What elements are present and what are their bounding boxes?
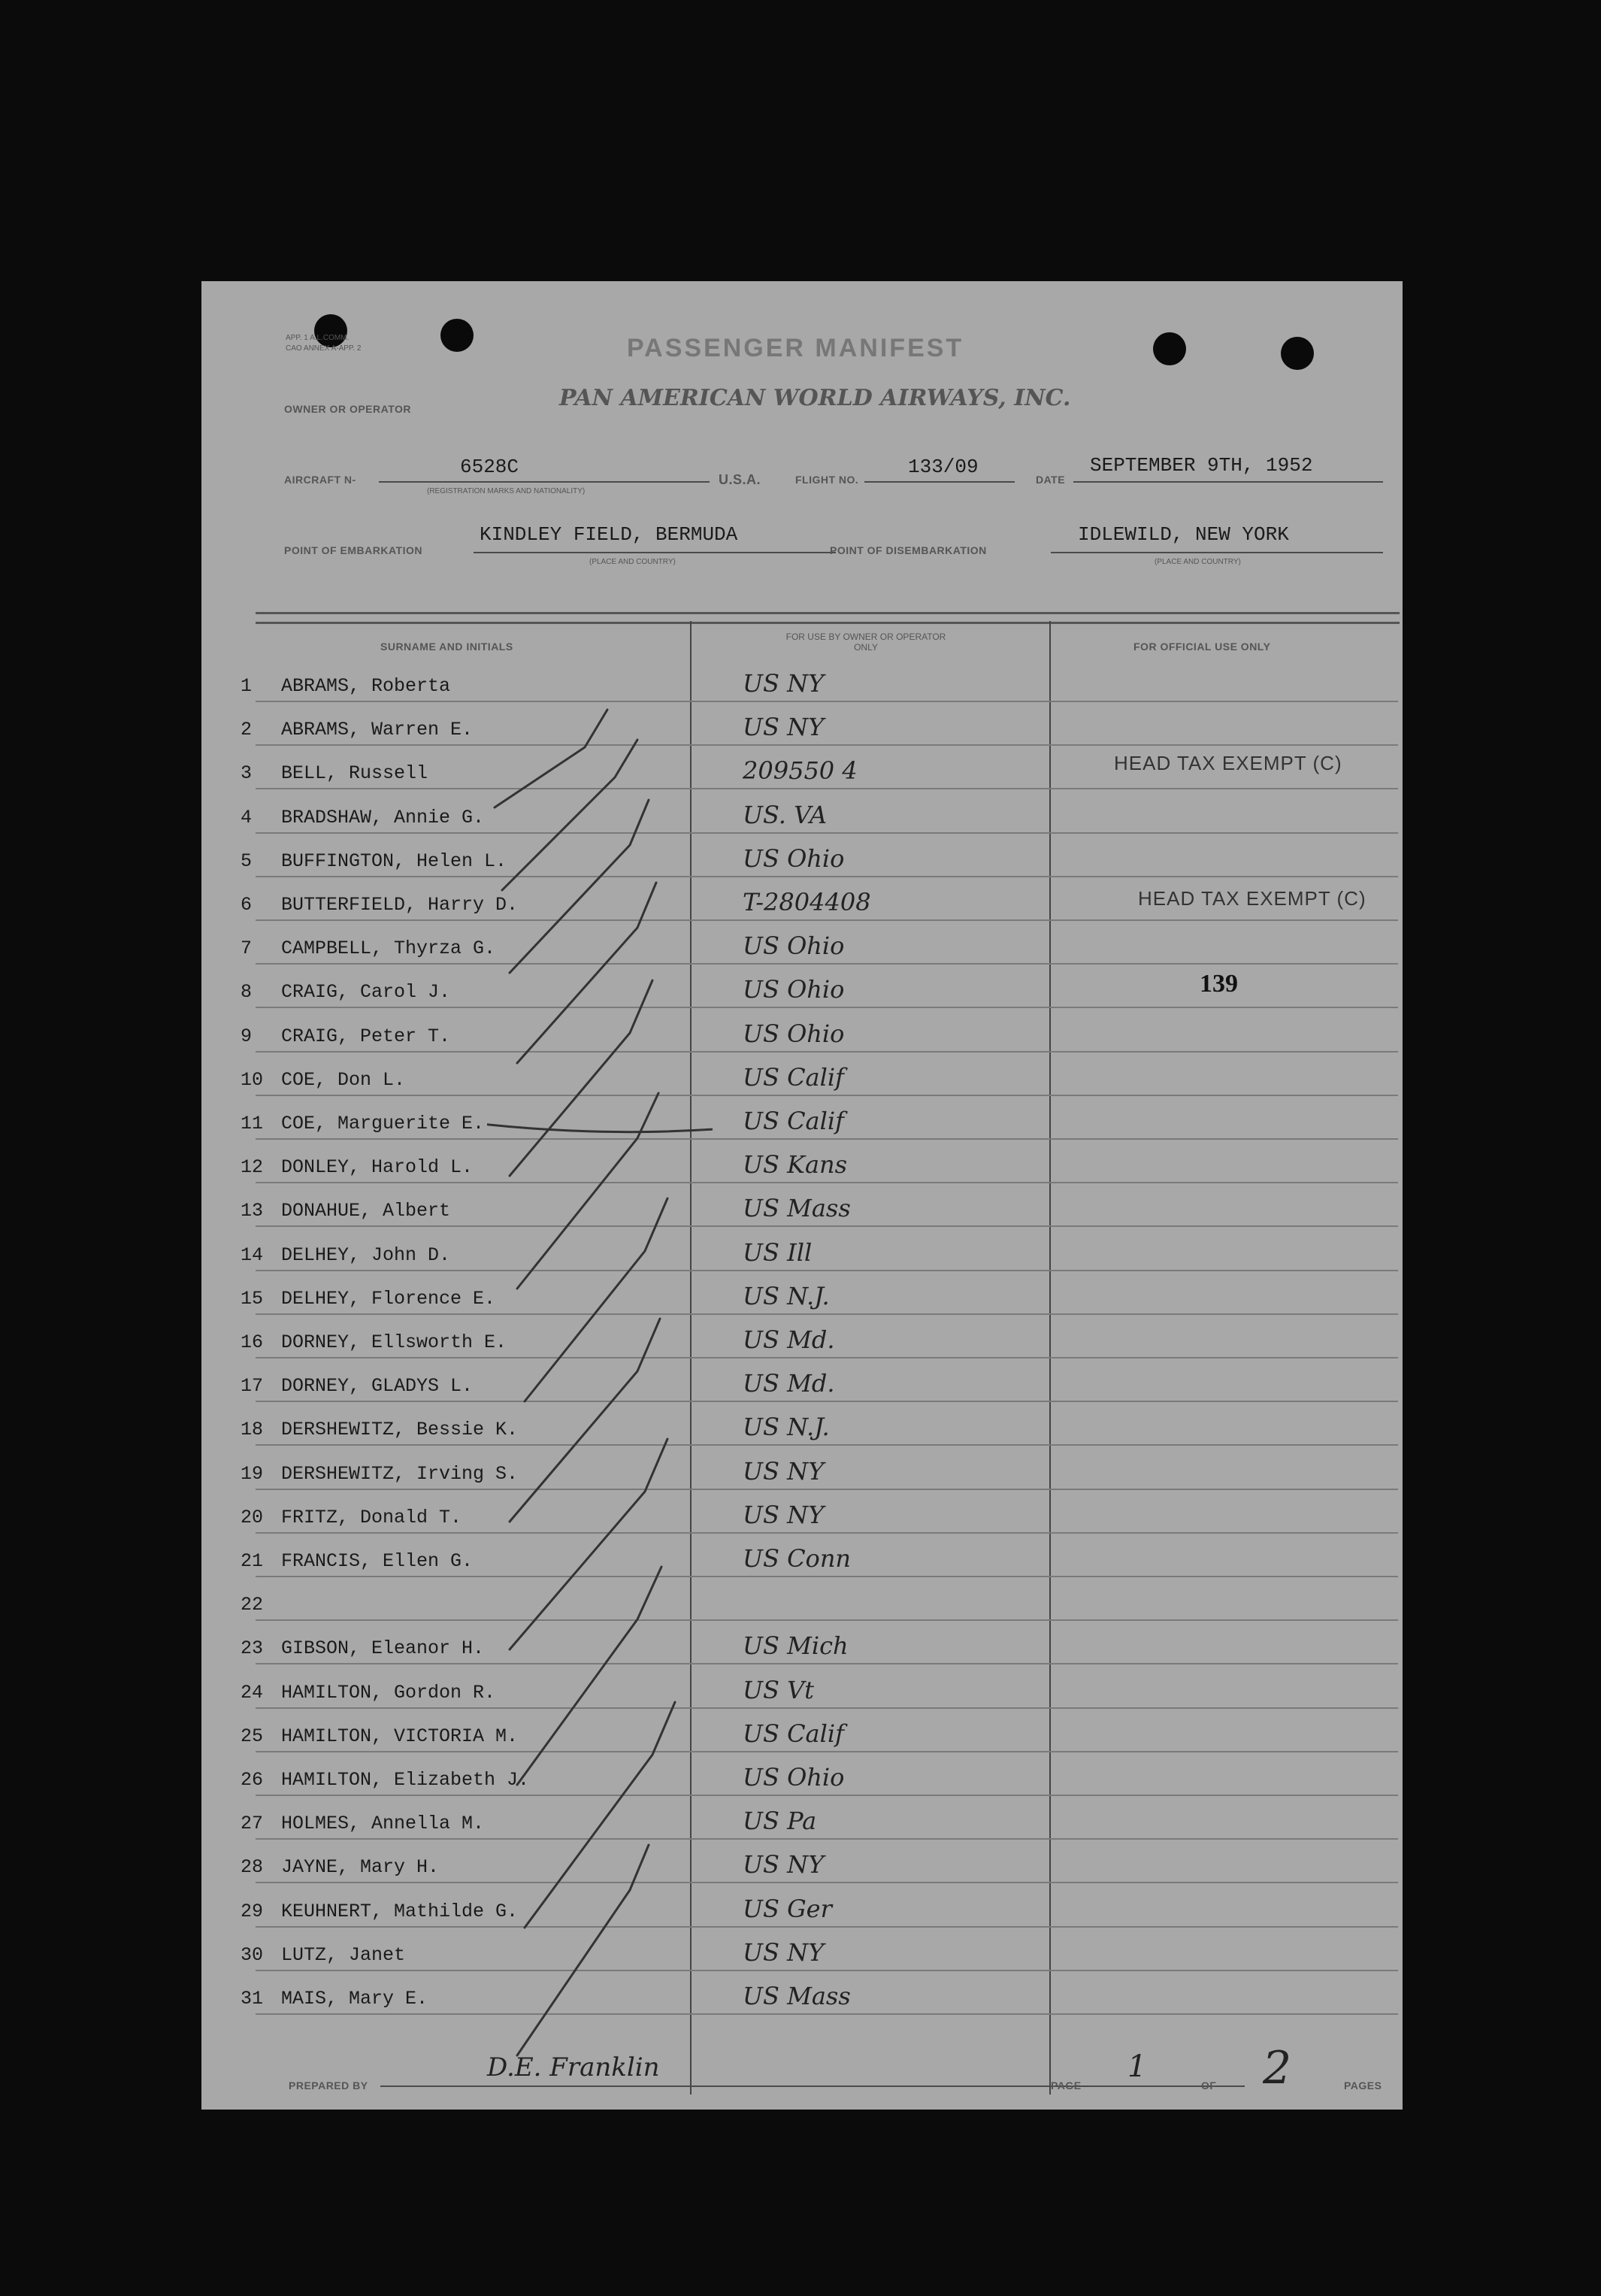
row-number: 16 — [241, 1331, 264, 1353]
row-rule — [256, 1576, 1398, 1577]
owner-note: US Vt — [743, 1675, 815, 1704]
passenger-name: COE, Marguerite E. — [281, 1113, 485, 1134]
row-rule — [256, 832, 1398, 834]
row-number: 28 — [241, 1856, 264, 1879]
row-number: 25 — [241, 1725, 264, 1747]
passenger-name: BUFFINGTON, Helen L. — [281, 850, 507, 872]
passenger-name: JAYNE, Mary H. — [281, 1856, 440, 1879]
passenger-name: FRITZ, Donald T. — [281, 1506, 462, 1528]
head-tax-stamp: HEAD TAX EXEMPT (C) — [1114, 752, 1342, 774]
row-rule — [256, 963, 1398, 965]
row-rule — [256, 1225, 1398, 1227]
row-number: 5 — [241, 850, 253, 872]
row-number: 23 — [241, 1637, 264, 1660]
owner-note: US Ohio — [743, 975, 845, 1004]
owner-note: US NY — [743, 1937, 825, 1967]
date-value: SEPTEMBER 9TH, 1952 — [1090, 454, 1313, 477]
manifest-sheet — [201, 281, 1403, 2110]
owner-note: US NY — [743, 1456, 825, 1486]
row-number: 12 — [241, 1156, 264, 1179]
row-number: 21 — [241, 1550, 264, 1572]
row-rule — [256, 788, 1398, 789]
row-rule — [256, 701, 1398, 702]
owner-label: OWNER OR OPERATOR — [284, 403, 411, 415]
page-label: PAGE — [1051, 2079, 1082, 2092]
field-underline — [379, 481, 710, 483]
passenger-name: HAMILTON, VICTORIA M. — [281, 1725, 519, 1747]
owner-note: US Calif — [743, 1107, 844, 1135]
row-number: 1 — [241, 675, 253, 697]
row-number: 17 — [241, 1375, 264, 1398]
passenger-name: DORNEY, Ellsworth E. — [281, 1331, 507, 1353]
row-number: 13 — [241, 1200, 264, 1222]
passenger-name: COE, Don L. — [281, 1068, 406, 1091]
page-title: PASSENGER MANIFEST — [627, 334, 964, 362]
row-rule — [256, 1751, 1398, 1752]
passenger-name: DONLEY, Harold L. — [281, 1156, 474, 1179]
passenger-name: DONAHUE, Albert — [281, 1200, 451, 1222]
row-rule — [256, 1489, 1398, 1490]
embark-value: KINDLEY FIELD, BERMUDA — [480, 523, 738, 546]
row-number: 4 — [241, 806, 253, 828]
row-rule — [256, 1444, 1398, 1446]
field-underline — [864, 481, 1015, 483]
passenger-name: BRADSHAW, Annie G. — [281, 806, 485, 828]
owner-note: US Ill — [743, 1237, 813, 1267]
row-rule — [256, 1313, 1398, 1315]
row-rule — [256, 1619, 1398, 1621]
passenger-name: GIBSON, Eleanor H. — [281, 1637, 485, 1660]
row-rule — [256, 1401, 1398, 1402]
row-rule — [256, 1838, 1398, 1840]
form-reference: CAO ANNEX A-APP. 2 — [286, 344, 362, 353]
passenger-name: DERSHEWITZ, Irving S. — [281, 1462, 519, 1485]
passenger-name: ABRAMS, Roberta — [281, 675, 451, 697]
passenger-name: KEUHNERT, Mathilde G. — [281, 1900, 519, 1922]
passenger-name: CAMPBELL, Thyrza G. — [281, 937, 496, 960]
owner-note: US Kans — [743, 1150, 848, 1180]
field-underline — [380, 2085, 1245, 2087]
owner-note: US Mich — [743, 1631, 849, 1661]
row-number: 3 — [241, 762, 253, 785]
row-rule — [256, 1795, 1398, 1796]
row-rule — [256, 876, 1398, 877]
row-number: 7 — [241, 937, 253, 960]
owner-note: US NY — [743, 669, 825, 698]
registration-note: (REGISTRATION MARKS AND NATIONALITY) — [427, 487, 586, 495]
page-number: 1 — [1127, 2049, 1147, 2084]
disembark-label: POINT OF DISEMBARKATION — [830, 544, 987, 556]
owner-note: US NY — [743, 1500, 825, 1529]
row-rule — [256, 1138, 1398, 1140]
row-number: 18 — [241, 1419, 264, 1441]
owner-note: US Ohio — [743, 1019, 845, 1048]
row-rule — [256, 744, 1398, 746]
row-number: 31 — [241, 1988, 264, 2010]
owner-note: US Calif — [743, 1062, 844, 1092]
passenger-name: ABRAMS, Warren E. — [281, 719, 474, 741]
passenger-name: DELHEY, John D. — [281, 1243, 451, 1266]
passenger-name: LUTZ, Janet — [281, 1943, 406, 1966]
owner-note: US Ohio — [743, 1763, 845, 1792]
table-top-rule — [256, 612, 1400, 624]
row-rule — [256, 1357, 1398, 1359]
row-number: 8 — [241, 981, 253, 1004]
row-number: 26 — [241, 1769, 264, 1791]
owner-note: US Ohio — [743, 844, 845, 873]
prepared-signature: D.E. Franklin — [487, 2052, 660, 2082]
col-header-official: FOR OFFICIAL USE ONLY — [1133, 641, 1271, 653]
field-underline — [1051, 552, 1383, 553]
passenger-name: BUTTERFIELD, Harry D. — [281, 894, 519, 916]
owner-note: US Ger — [743, 1894, 832, 1923]
place-note: (PLACE AND COUNTRY) — [1155, 558, 1241, 566]
owner-note: US Pa — [743, 1807, 817, 1836]
pages-label: PAGES — [1344, 2079, 1382, 2092]
row-number: 29 — [241, 1900, 264, 1922]
row-rule — [256, 1532, 1398, 1534]
owner-note: T-2804408 — [743, 888, 871, 916]
aircraft-label: AIRCRAFT N- — [284, 474, 356, 486]
field-underline — [474, 552, 836, 553]
row-number: 27 — [241, 1813, 264, 1835]
owner-note: US Conn — [743, 1544, 852, 1573]
row-rule — [256, 1882, 1398, 1883]
owner-note: US Calif — [743, 1719, 844, 1748]
owner-note: US Ohio — [743, 931, 845, 961]
row-number: 15 — [241, 1287, 264, 1310]
aircraft-value: 6528C — [460, 456, 519, 478]
row-number: 6 — [241, 894, 253, 916]
passenger-name: DORNEY, GLADYS L. — [281, 1375, 474, 1398]
passenger-name: MAIS, Mary E. — [281, 1988, 428, 2010]
nationality: U.S.A. — [719, 472, 761, 487]
check-marks-drawing — [487, 657, 713, 2085]
passenger-name: DELHEY, Florence E. — [281, 1287, 496, 1310]
flight-label: FLIGHT NO. — [795, 474, 859, 486]
row-rule — [256, 1095, 1398, 1096]
passenger-count: 139 — [1200, 970, 1238, 998]
owner-note: US Md. — [743, 1369, 835, 1398]
row-rule — [256, 1270, 1398, 1271]
col-header-surname: SURNAME AND INITIALS — [380, 641, 513, 653]
passenger-name: BELL, Russell — [281, 762, 428, 785]
owner-note: US NY — [743, 1850, 825, 1880]
disembark-value: IDLEWILD, NEW YORK — [1078, 523, 1289, 546]
row-rule — [256, 1182, 1398, 1183]
punch-hole — [1153, 332, 1186, 365]
company-name: PAN AMERICAN WORLD AIRWAYS, INC. — [559, 385, 1071, 411]
owner-note: US N.J. — [743, 1281, 830, 1310]
punch-hole — [314, 314, 347, 347]
owner-note: US Md. — [743, 1325, 835, 1354]
row-rule — [256, 919, 1398, 921]
row-number: 10 — [241, 1068, 264, 1091]
punch-hole — [1281, 337, 1314, 370]
punch-hole — [440, 319, 474, 352]
row-rule — [256, 1007, 1398, 1008]
row-number: 11 — [241, 1113, 264, 1134]
row-number: 24 — [241, 1681, 264, 1704]
flight-value: 133/09 — [908, 456, 979, 478]
date-label: DATE — [1036, 474, 1066, 486]
prepared-label: PREPARED BY — [289, 2079, 368, 2092]
passenger-name: HAMILTON, Gordon R. — [281, 1681, 496, 1704]
passenger-name: FRANCIS, Ellen G. — [281, 1550, 474, 1572]
embark-label: POINT OF EMBARKATION — [284, 544, 422, 556]
owner-note: US NY — [743, 713, 825, 742]
row-number: 19 — [241, 1462, 264, 1485]
row-rule — [256, 1970, 1398, 1971]
owner-note: US Mass — [743, 1982, 851, 2010]
place-note: (PLACE AND COUNTRY) — [589, 558, 676, 566]
row-number: 2 — [241, 719, 253, 741]
owner-note: US Mass — [743, 1194, 851, 1223]
page-total: 2 — [1263, 2042, 1292, 2095]
row-rule — [256, 1051, 1398, 1053]
passenger-name: CRAIG, Carol J. — [281, 981, 451, 1004]
field-underline — [1073, 481, 1383, 483]
col-header-owner: FOR USE BY OWNER OR OPERATOR ONLY — [785, 632, 946, 653]
row-number: 22 — [241, 1594, 264, 1616]
owner-note: US N.J. — [743, 1413, 830, 1442]
row-rule — [256, 2013, 1398, 2015]
row-rule — [256, 1707, 1398, 1709]
row-number: 14 — [241, 1243, 264, 1266]
row-rule — [256, 1926, 1398, 1928]
row-number: 20 — [241, 1506, 264, 1528]
row-number: 9 — [241, 1025, 253, 1047]
owner-note: 209550 4 — [743, 756, 858, 786]
form-reference: APP. 1 A.L.COMM. — [286, 334, 350, 342]
row-rule — [256, 1663, 1398, 1664]
owner-note: US. VA — [743, 800, 828, 829]
passenger-name: DERSHEWITZ, Bessie K. — [281, 1419, 519, 1441]
passenger-name: HOLMES, Annella M. — [281, 1813, 485, 1835]
of-label: OF — [1201, 2079, 1217, 2092]
passenger-name: CRAIG, Peter T. — [281, 1025, 451, 1047]
passenger-name: HAMILTON, Elizabeth J. — [281, 1769, 530, 1791]
row-number: 30 — [241, 1943, 264, 1966]
head-tax-stamp: HEAD TAX EXEMPT (C) — [1138, 887, 1366, 910]
